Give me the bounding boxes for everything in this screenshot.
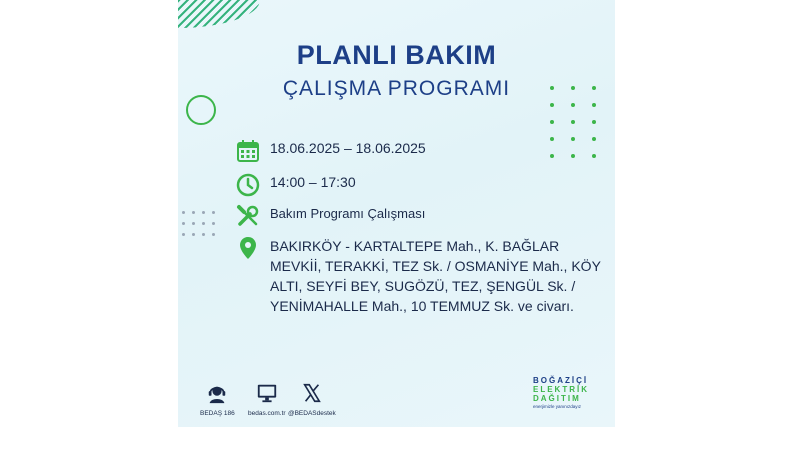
footer-web-label: bedas.com.tr: [248, 410, 286, 417]
headset-icon: [206, 382, 228, 404]
work-text: Bakım Programı Çalışması: [270, 206, 426, 221]
time-text: 14:00 – 17:30: [270, 174, 356, 190]
location-row: [236, 236, 610, 316]
footer-phone-label: BEDAŞ 186: [200, 410, 235, 417]
footer-phone: [200, 382, 235, 417]
company-logo: [533, 376, 599, 409]
clock-icon: [236, 173, 260, 197]
logo-tagline: enerjimizle yanınızdayız: [533, 404, 582, 409]
footer-web: [248, 382, 286, 417]
decorative-dots-left: [182, 211, 216, 236]
footer-social-label: @BEDASdestek: [288, 410, 336, 417]
page-subtitle: ÇALIŞMA PROGRAMI: [282, 77, 511, 100]
x-logo-icon: [301, 382, 323, 404]
date-row: [236, 139, 426, 163]
location-pin-icon: [236, 236, 260, 260]
time-row: [236, 173, 356, 197]
logo-line-3: DAĞITIM: [533, 394, 581, 403]
decorative-stripes: [178, 0, 260, 28]
location-text: BAKIRKÖY - KARTALTEPE Mah., K. BAĞLAR MEVKİİ, TERAKKİ, TEZ Sk. / OSMANİYE Mah., KÖY ALTI, SEYFİ BEY, SUGÖZÜ, TEZ, ŞENGÜL Sk. / YENİMAHALLE Mah., 10 TEMMUZ Sk. ve civarı.: [270, 238, 601, 314]
work-row: [236, 204, 425, 228]
footer-social: [288, 382, 336, 417]
tools-icon: [236, 204, 260, 228]
announcement-card: [178, 0, 615, 427]
monitor-icon: [256, 382, 278, 404]
logo-line-2: ELEKTRİK: [533, 385, 589, 394]
calendar-icon: [236, 139, 260, 163]
date-text: 18.06.2025 – 18.06.2025: [270, 140, 426, 156]
page-title: PLANLI BAKIM: [296, 40, 497, 70]
logo-line-1: BOĞAZİÇİ: [533, 376, 589, 385]
